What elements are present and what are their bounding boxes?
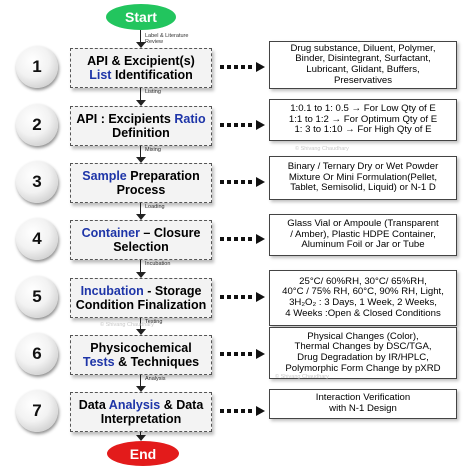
- step-title-text: Process: [116, 183, 166, 197]
- step-title-text: Tests: [82, 355, 115, 369]
- step-title-text: Incubation: [80, 284, 144, 298]
- step-number-badge: 6: [16, 333, 58, 375]
- dotted-arrow-icon: [220, 177, 266, 187]
- step-title-text: - Storage: [143, 284, 202, 298]
- step-title-line: [101, 412, 182, 426]
- step-title-line: [90, 341, 191, 355]
- arrow-dot: [241, 352, 245, 356]
- step-detail-line: with N-1 Design: [329, 403, 397, 414]
- arrow-tip: [256, 292, 265, 302]
- arrow-dot: [220, 123, 224, 127]
- step-title-text: Analysis: [108, 398, 161, 412]
- step-title-line: [83, 355, 199, 369]
- step-number-badge: 2: [16, 104, 58, 146]
- step-title-line: [81, 284, 202, 298]
- dotted-arrow-icon: [220, 349, 266, 359]
- dotted-arrow-icon: [220, 406, 266, 416]
- arrow-dot: [248, 180, 252, 184]
- step-box: [70, 48, 212, 88]
- step-number-badge: 5: [16, 276, 58, 318]
- arrow-dot: [241, 180, 245, 184]
- dotted-arrow-icon: [220, 120, 266, 130]
- step-box: [70, 335, 212, 375]
- step-detail-line: Physical Changes (Color),: [307, 330, 419, 342]
- step-number-badge: 7: [16, 390, 58, 432]
- step-title-text: Condition Finalization: [75, 298, 207, 312]
- connector-label: [145, 376, 165, 382]
- step-title-line: [113, 240, 169, 254]
- dotted-arrow-icon: [220, 234, 266, 244]
- arrow-dot: [227, 409, 231, 413]
- step-title-line: [87, 54, 195, 68]
- arrow-dot: [234, 237, 238, 241]
- arrow-tip: [256, 406, 265, 416]
- step-detail-line: Interaction Verification: [315, 392, 411, 404]
- end-terminal: End: [107, 441, 179, 466]
- step-box: [70, 106, 212, 146]
- arrow-dot: [248, 352, 252, 356]
- step-detail-line: Binder, Disintegrant, Surfactant,: [295, 53, 431, 65]
- arrow-dot: [220, 180, 224, 184]
- arrow-dot: [220, 65, 224, 69]
- connector-label-text: Listing: [145, 89, 161, 95]
- step-detail-line: Polymorphic Form Change by pXRD: [285, 362, 441, 374]
- step-title-line: [117, 183, 166, 197]
- arrow-tip: [256, 349, 265, 359]
- connector-arrowhead: [136, 435, 146, 441]
- step-detail-line: 40°C / 75% RH, 60°C, 90% RH, Light,: [282, 286, 444, 298]
- step-details-box: [269, 156, 457, 200]
- step-detail-line: Aluminum Foil or Jar or Tube: [301, 239, 425, 251]
- arrow-dot: [234, 295, 238, 299]
- step-box: [70, 163, 212, 203]
- arrow-dot: [227, 237, 231, 241]
- step-detail-line: Lubricant, Glidant, Buffers,: [306, 64, 420, 75]
- arrow-dot: [227, 180, 231, 184]
- step-detail-line: Drug substance, Diluent, Polymer,: [290, 42, 436, 54]
- arrow-tip: [256, 120, 265, 130]
- arrow-dot: [248, 123, 252, 127]
- arrow-tip: [256, 177, 265, 187]
- step-title-text: Container: [81, 226, 140, 240]
- connector-label-text: Testing: [145, 319, 163, 325]
- step-title-text: Preparation: [126, 169, 200, 183]
- step-title-text: Ratio: [174, 112, 206, 126]
- connector-label-text: Mixing: [145, 147, 161, 153]
- arrow-dot: [227, 123, 231, 127]
- step-title-text: Selection: [113, 240, 169, 254]
- step-title-line: [112, 126, 170, 140]
- step-title-line: [76, 298, 207, 312]
- connector-label: [145, 204, 165, 210]
- connector-label-text: Analysis: [145, 376, 166, 382]
- step-title-text: API & Excipient(s): [87, 54, 195, 68]
- connector-label-text: Label & Literature: [145, 33, 189, 39]
- step-title-line: [82, 226, 201, 240]
- arrow-dot: [227, 295, 231, 299]
- arrow-dot: [248, 65, 252, 69]
- arrow-dot: [248, 295, 252, 299]
- step-title-text: Physicochemical: [90, 341, 192, 355]
- step-detail-line: 4 Weeks :Open & Closed Conditions: [285, 307, 441, 319]
- connector-label-text-2: Review: [145, 39, 164, 45]
- step-detail-line: 1: 3 to 1:10 → For High Qty of E: [294, 124, 432, 136]
- step-detail-line: Thermal Changes by DSC/TGA,: [294, 341, 432, 353]
- step-number-badge: 3: [16, 161, 58, 203]
- step-title-line: [76, 112, 205, 126]
- connector-label: [145, 89, 161, 95]
- connector-line: [140, 30, 141, 42]
- step-detail-line: 3H₂O₂ : 3 Days, 1 Week, 2 Weeks,: [289, 297, 437, 308]
- arrow-dot: [220, 409, 224, 413]
- dotted-arrow-icon: [220, 62, 266, 72]
- connector-label-text: Incubation: [145, 261, 171, 267]
- step-title-text: List: [89, 68, 112, 82]
- step-detail-line: Mixture Or Mini Formulation(Pellet,: [288, 171, 438, 183]
- step-detail-line: 1:0.1 to 1: 0.5 → For Low Qty of E: [290, 103, 436, 115]
- arrow-dot: [227, 65, 231, 69]
- step-title-text: & Data: [160, 398, 204, 412]
- step-detail-line: / Amber), Plastic HDPE Container,: [290, 228, 436, 240]
- dotted-arrow-icon: [220, 292, 266, 302]
- step-title-text: Sample: [82, 169, 127, 183]
- arrow-dot: [248, 237, 252, 241]
- arrow-dot: [234, 65, 238, 69]
- connector-line: [140, 258, 141, 272]
- arrow-dot: [241, 65, 245, 69]
- watermark-text: © Shivang Chaudhary: [295, 146, 349, 152]
- arrow-dot: [220, 237, 224, 241]
- connector-label-text: Loading: [145, 204, 165, 210]
- arrow-dot: [234, 123, 238, 127]
- step-detail-line: 1:1 to 1:2 → For Optimum Qty of E: [288, 113, 438, 125]
- step-details-box: [269, 327, 457, 379]
- step-box: [70, 220, 212, 260]
- arrow-dot: [241, 123, 245, 127]
- step-number-badge: 4: [16, 218, 58, 260]
- watermark-text: © Shivang Chaudhary: [275, 374, 329, 380]
- step-details-box: [269, 270, 457, 326]
- step-box: [70, 278, 212, 318]
- step-title-line: [79, 398, 204, 412]
- step-details-box: [269, 41, 457, 89]
- step-title-text: Definition: [112, 126, 170, 140]
- step-title-text: Identification: [111, 68, 193, 82]
- arrow-dot: [248, 409, 252, 413]
- arrow-dot: [220, 352, 224, 356]
- step-title-text: – Closure: [139, 226, 201, 240]
- step-number-badge: 1: [16, 46, 58, 88]
- arrow-dot: [234, 352, 238, 356]
- step-detail-line: Preservatives: [333, 74, 393, 86]
- watermark-text: © Shivang Chaudhary: [100, 322, 154, 328]
- arrow-tip: [256, 62, 265, 72]
- step-box: [70, 392, 212, 432]
- step-detail-line: Drug Degradation by IR/HPLC,: [297, 352, 429, 363]
- step-detail-line: Tablet, Semisolid, Liquid) or N-1 D: [290, 182, 436, 194]
- step-details-box: [269, 389, 457, 419]
- arrow-dot: [234, 180, 238, 184]
- step-title-line: [89, 68, 192, 82]
- connector-label: [145, 147, 161, 153]
- step-title-text: & Techniques: [114, 355, 200, 369]
- connector-label: [145, 33, 188, 45]
- arrow-tip: [256, 234, 265, 244]
- arrow-dot: [220, 295, 224, 299]
- step-detail-line: Glass Vial or Ampoule (Transparent: [287, 218, 439, 230]
- connector-label: [145, 261, 170, 267]
- arrow-dot: [241, 409, 245, 413]
- step-title-text: Data: [78, 398, 109, 412]
- arrow-dot: [234, 409, 238, 413]
- step-detail-line: Binary / Ternary Dry or Wet Powder: [287, 161, 439, 173]
- start-terminal: Start: [106, 4, 176, 30]
- arrow-dot: [227, 352, 231, 356]
- step-title-text: Interpretation: [100, 412, 182, 426]
- step-title-line: [82, 169, 199, 183]
- step-title-text: API : Excipients: [76, 112, 175, 126]
- step-details-box: [269, 214, 457, 256]
- connector-line: [140, 86, 141, 100]
- step-detail-line: 25°C/ 60%RH, 30°C/ 65%RH,: [299, 275, 427, 287]
- step-details-box: [269, 99, 457, 141]
- arrow-dot: [241, 295, 245, 299]
- arrow-dot: [241, 237, 245, 241]
